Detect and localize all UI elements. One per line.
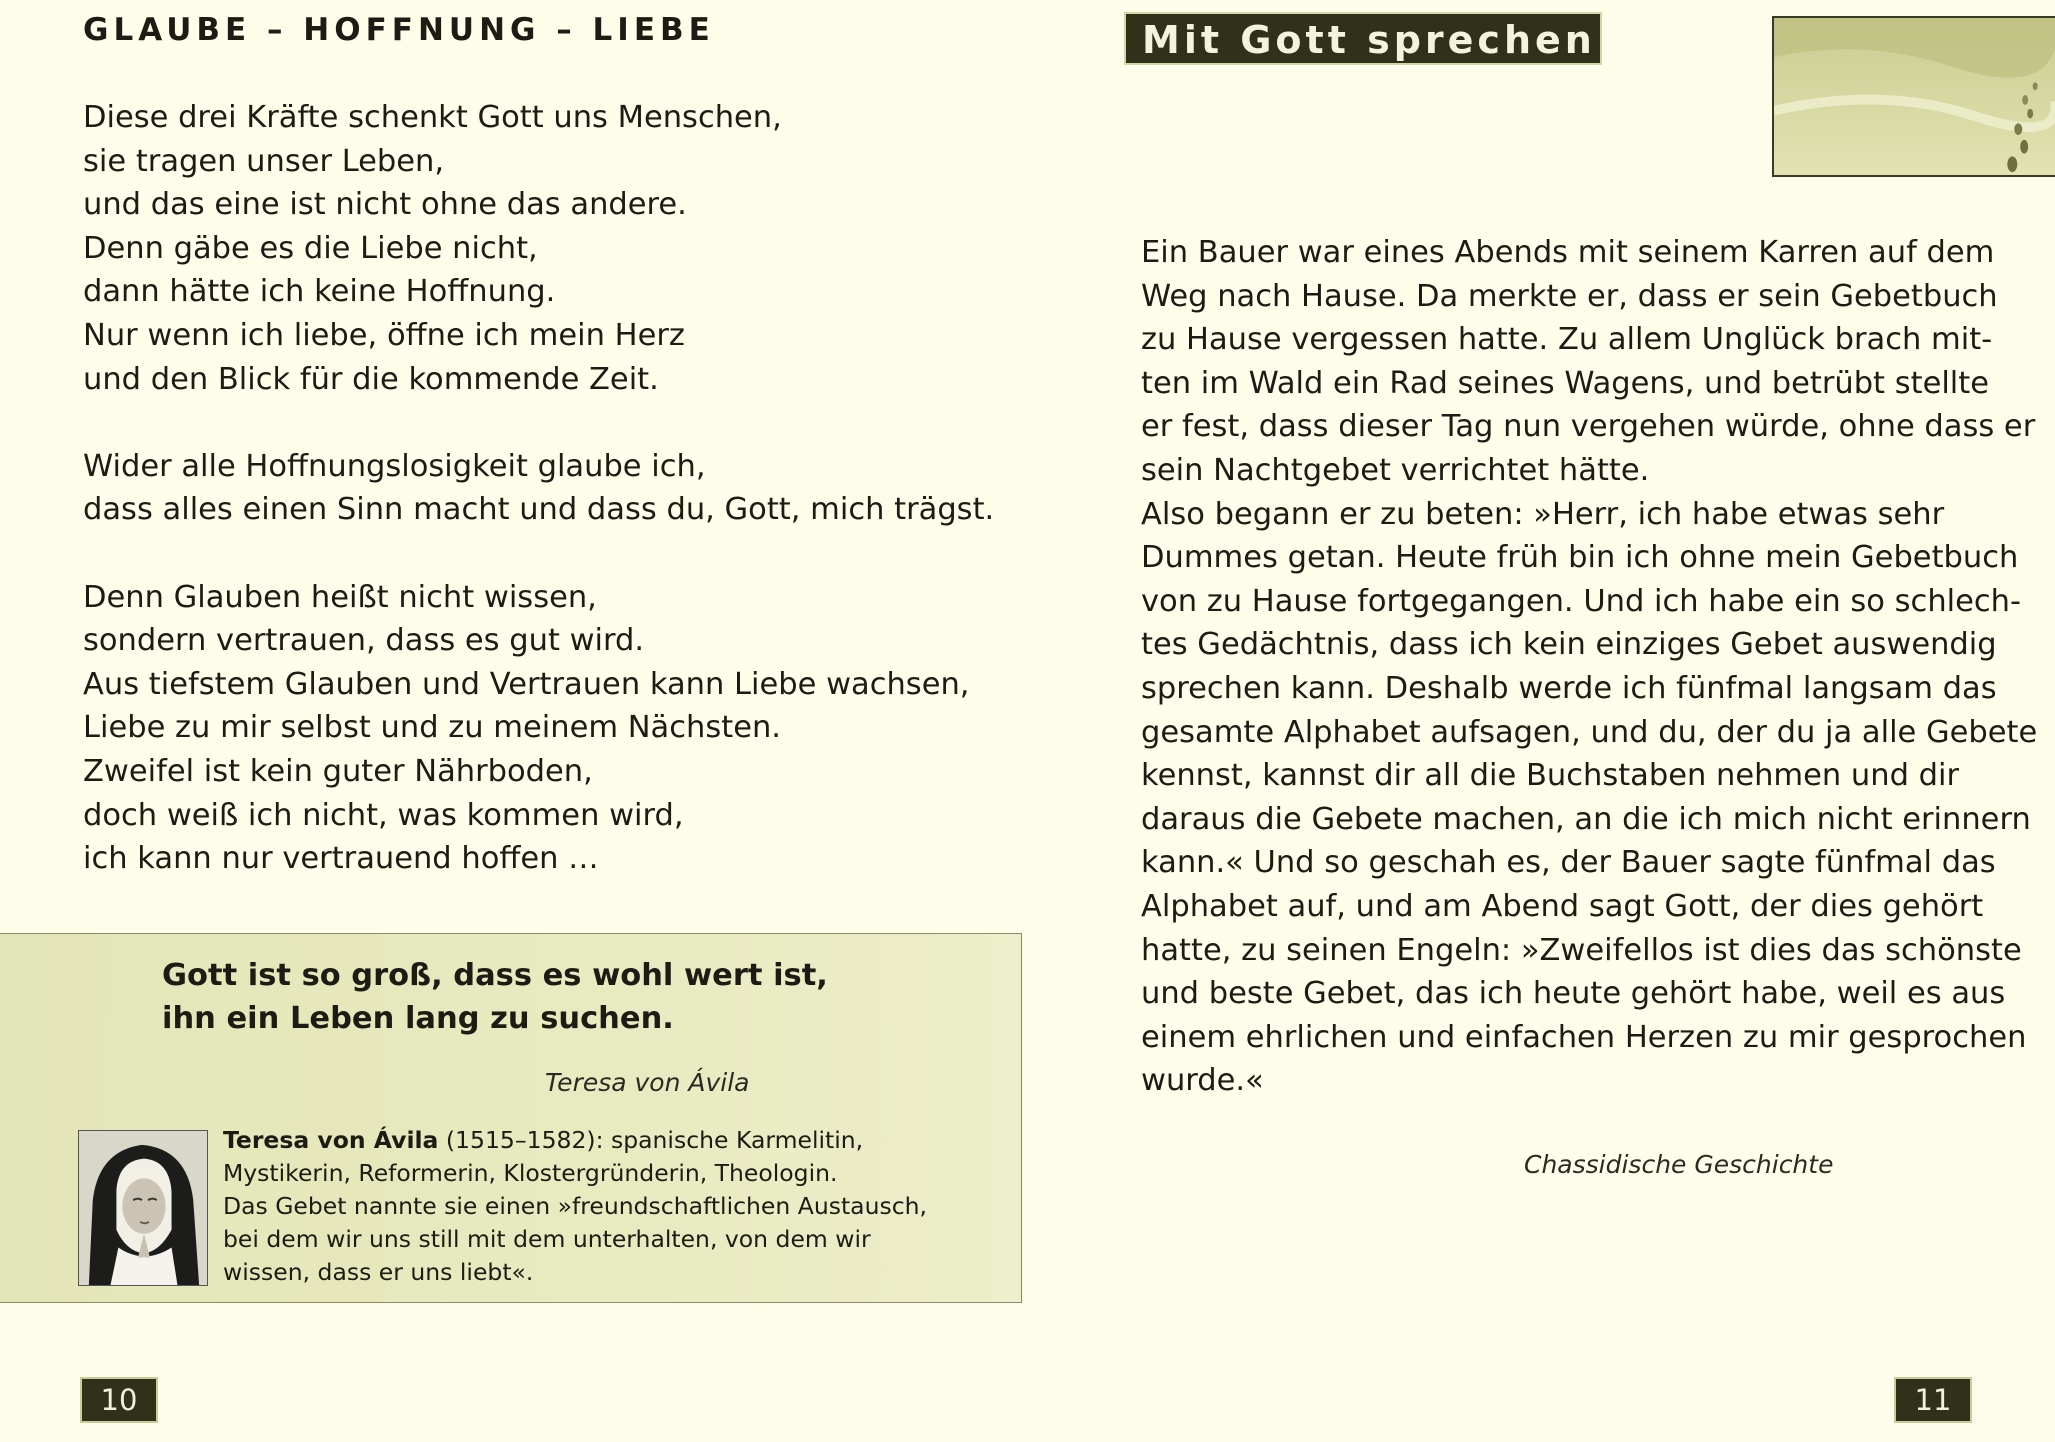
poem-line: Zweifel ist kein guter Nährboden, (83, 753, 593, 789)
quote-author: Teresa von Ávila (545, 1068, 750, 1097)
story-text (1141, 231, 2038, 1103)
poem-line: sie tragen unser Leben, (83, 143, 445, 179)
story-line: er fest, dass dieser Tag nun vergehen würde, ohne dass er (1141, 409, 2036, 445)
teresa-portrait-image (78, 1130, 208, 1286)
story-line: gesamte Alphabet aufsagen, und du, der du ja alle Gebete (1141, 714, 2038, 750)
story-line: tes Gedächtnis, dass ich kein einziges Gebet auswendig (1141, 627, 1997, 663)
story-line: hatte, zu seinen Engeln: »Zweifellos ist dies das schönste (1141, 932, 2022, 968)
story-line: Dummes getan. Heute früh bin ich ohne mein Gebetbuch (1141, 540, 2019, 576)
poem-line: Wider alle Hoffnungslosigkeit glaube ich, (83, 448, 706, 484)
poem-stanza-3 (83, 576, 1043, 881)
poem-line: dann hätte ich keine Hoffnung. (83, 274, 556, 310)
story-line: Ein Bauer war eines Abends mit seinem Karren auf dem (1141, 235, 1995, 270)
story-source: Chassidische Geschichte (1524, 1150, 1834, 1179)
page-number-left: 10 (80, 1377, 158, 1423)
poem-stanza-2 (83, 445, 1043, 532)
poem-line: ich kann nur vertrauend hoffen … (83, 841, 599, 877)
poem-line: Diese drei Kräfte schenkt Gott uns Menschen, (83, 100, 782, 135)
story-line: einem ehrlichen und einfachen Herzen zu mir gesprochen (1141, 1019, 2027, 1055)
story-line: kann.« Und so geschah es, der Bauer sagte fünfmal das (1141, 845, 1996, 881)
quote-line: ihn ein Leben lang zu suchen. (162, 1001, 674, 1036)
bio-dates: (1515–1582): spanische Karmelitin, (438, 1126, 864, 1154)
quote-line: Gott ist so groß, dass es wohl wert ist, (162, 958, 828, 993)
poem-line: und das eine ist nicht ohne das andere. (83, 187, 687, 223)
right-page-title: Mit Gott sprechen (1142, 18, 1596, 62)
poem-line: sondern vertrauen, dass es gut wird. (83, 623, 645, 659)
poem-line: Denn Glauben heißt nicht wissen, (83, 579, 597, 615)
story-line: sprechen kann. Deshalb werde ich fünfmal langsam das (1141, 670, 1997, 706)
story-line: Alphabet auf, und am Abend sagt Gott, der dies gehört (1141, 888, 1984, 924)
bio-first-line (223, 1124, 1013, 1157)
poem-line: Denn gäbe es die Liebe nicht, (83, 230, 538, 266)
poem (83, 96, 1043, 924)
bio-line: bei dem wir uns still mit dem unterhalten, von dem wir (223, 1225, 871, 1253)
story-line: Also begann er zu beten: »Herr, ich habe etwas sehr (1141, 496, 1945, 532)
story-line: ten im Wald ein Rad seines Wagens, und betrübt stellte (1141, 365, 1989, 401)
right-title-box (1124, 12, 1602, 65)
story-line: zu Hause vergessen hatte. Zu allem Unglück brach mit- (1141, 322, 1993, 358)
story-line: Weg nach Hause. Da merkte er, dass er sein Gebetbuch (1141, 278, 1998, 314)
poem-stanza-1 (83, 96, 1043, 401)
story-line: von zu Hause fortgegangen. Und ich habe ein so schlech- (1141, 583, 2021, 619)
quote-text (162, 954, 828, 1040)
story-line: sein Nachtgebet verrichtet hätte. (1141, 452, 1650, 488)
bio-name: Teresa von Ávila (223, 1126, 439, 1154)
poem-line: doch weiß ich nicht, was kommen wird, (83, 797, 684, 833)
poem-line: und den Blick für die kommende Zeit. (83, 361, 659, 397)
poem-line: Nur wenn ich liebe, öffne ich mein Herz (83, 317, 685, 353)
footprints-in-sand-image (1772, 16, 2055, 177)
story-line: und beste Gebet, das ich heute gehört habe, weil es aus (1141, 976, 2006, 1012)
story-line: wurde.« (1141, 1063, 1264, 1099)
poem-line: Aus tiefstem Glauben und Vertrauen kann Liebe wachsen, (83, 666, 970, 702)
poem-line: Liebe zu mir selbst und zu meinem Nächsten. (83, 710, 781, 746)
left-page-title: GLAUBE – HOFFNUNG – LIEBE (83, 12, 715, 48)
page-number-right: 11 (1894, 1377, 1972, 1423)
bio-line: wissen, dass er uns liebt«. (223, 1258, 534, 1286)
bio-line: Das Gebet nannte sie einen »freundschaftlichen Austausch, (223, 1192, 928, 1220)
bio-text (223, 1124, 1013, 1289)
story-line: daraus die Gebete machen, an die ich mich nicht erinnern (1141, 801, 2031, 837)
story-line: kennst, kannst dir all die Buchstaben nehmen und dir (1141, 758, 1960, 794)
bio-line: Mystikerin, Reformerin, Klostergründerin, Theologin. (223, 1159, 838, 1187)
poem-line: dass alles einen Sinn macht und dass du, Gott, mich trägst. (83, 492, 995, 528)
quote-box (0, 933, 1022, 1303)
